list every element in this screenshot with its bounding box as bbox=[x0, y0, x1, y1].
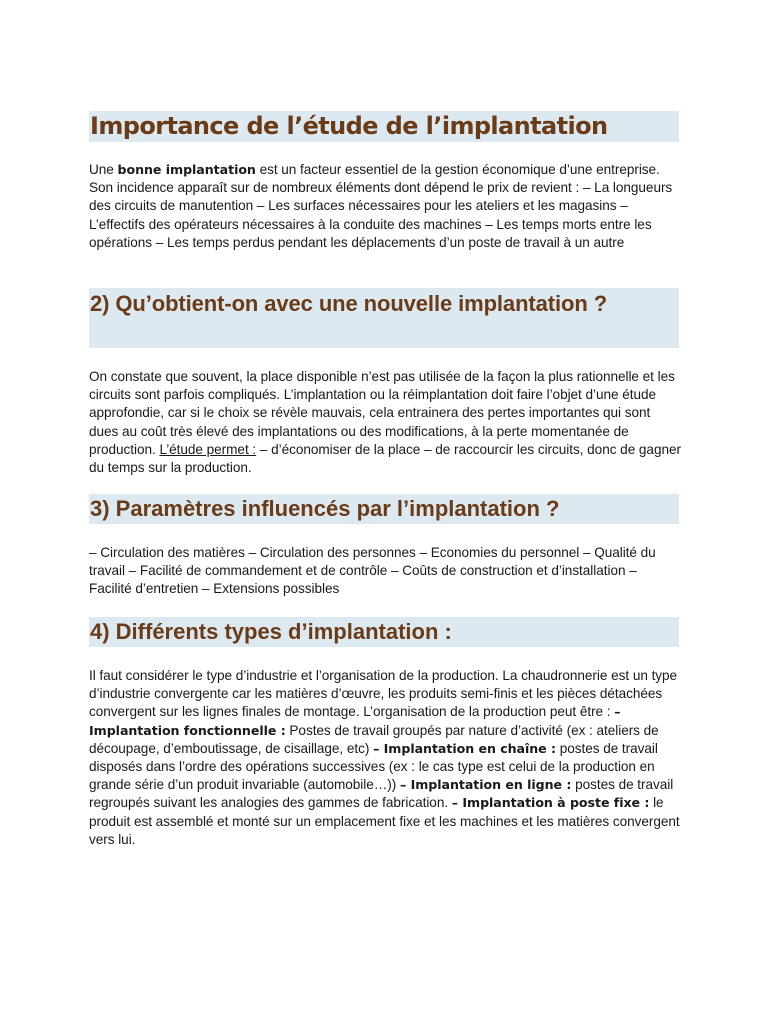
bold-term: – Implantation fonctionnelle : bbox=[89, 704, 621, 738]
section-1-heading: Importance de l’étude de l’implantation bbox=[89, 111, 679, 142]
section-3-heading: 3) Paramètres influencés par l’implantation ? bbox=[89, 494, 679, 524]
underlined-phrase: L’étude permet : bbox=[159, 441, 257, 457]
section-4-paragraph bbox=[89, 667, 681, 849]
paragraph-text: – d’économiser de la place – de raccourcir les circuits, donc de gagner du temps sur la production. bbox=[89, 441, 681, 476]
paragraph-text: postes de travail disposés dans l’ordre des opérations successives (ex : le cas type est celui de la production en grande série d’un produit invariable (automobile…)) bbox=[89, 740, 658, 793]
bold-term: – Implantation en chaîne : bbox=[373, 740, 556, 756]
paragraph-text: postes de travail regroupés suivant les analogies des gammes de fabrication. bbox=[89, 777, 674, 811]
paragraph-text: On constate que souvent, la place disponible n’est pas utilisée de la façon la plus rationnelle et les circuits sont parfois compliqués. L’implantation ou la réimplantation doit faire l’objet d’une étude approfondie, car si le choix se révèle mauvais, cela entrainera des pertes importantes qui sont dues au coût très élevé des implantations ou des modifications, à la perte momentanée de production. bbox=[89, 369, 675, 457]
section-1-paragraph bbox=[89, 161, 681, 252]
paragraph-text: est un facteur essentiel de la gestion économique d’une entreprise. Son incidence apparaît sur de nombreux éléments dont dépend le prix de revient : – La longueurs des circuits de manutention – Les surfaces nécessaires pour les ateliers et les magasins – L’effectifs des opérateurs nécessaires à la conduite des machines – Les temps morts entre les opérations – Les temps perdus pendant les déplacements d’un poste de travail à un autre bbox=[89, 162, 673, 250]
paragraph-text: le produit est assemblé et monté sur un emplacement fixe et les machines et les matières convergent vers lui. bbox=[89, 795, 680, 847]
bold-term: bonne implantation bbox=[117, 162, 256, 177]
paragraph-text: Il faut considérer le type d’industrie et l’organisation de la production. La chaudronnerie est un type d’industrie convergente car les matières d’œuvre, les produits semi-finis et les pièces détachées convergent sur les lignes finales de montage. L’organisation de la production peut être : bbox=[89, 668, 678, 720]
section-2-heading: 2) Qu’obtient-on avec une nouvelle implantation ? bbox=[89, 288, 679, 348]
bold-term: – Implantation en ligne : bbox=[399, 777, 572, 793]
section-2-paragraph bbox=[89, 368, 681, 477]
paragraph-text: – Circulation des matières – Circulation des personnes – Economies du personnel – Qualité du travail – Facilité de commandement et de contrôle – Coûts de construction et d’installation – Facilité d’entretien – Extensions possibles bbox=[89, 545, 656, 597]
paragraph-text: Postes de travail groupés par nature d’activité (ex : ateliers de découpage, d’emboutissage, de cisaillage, etc) bbox=[89, 722, 659, 756]
paragraph-text: Une bbox=[89, 162, 118, 177]
section-3-paragraph bbox=[89, 544, 681, 599]
section-4-heading: 4) Différents types d’implantation : bbox=[89, 617, 679, 647]
bold-term: – Implantation à poste fixe : bbox=[451, 795, 650, 811]
